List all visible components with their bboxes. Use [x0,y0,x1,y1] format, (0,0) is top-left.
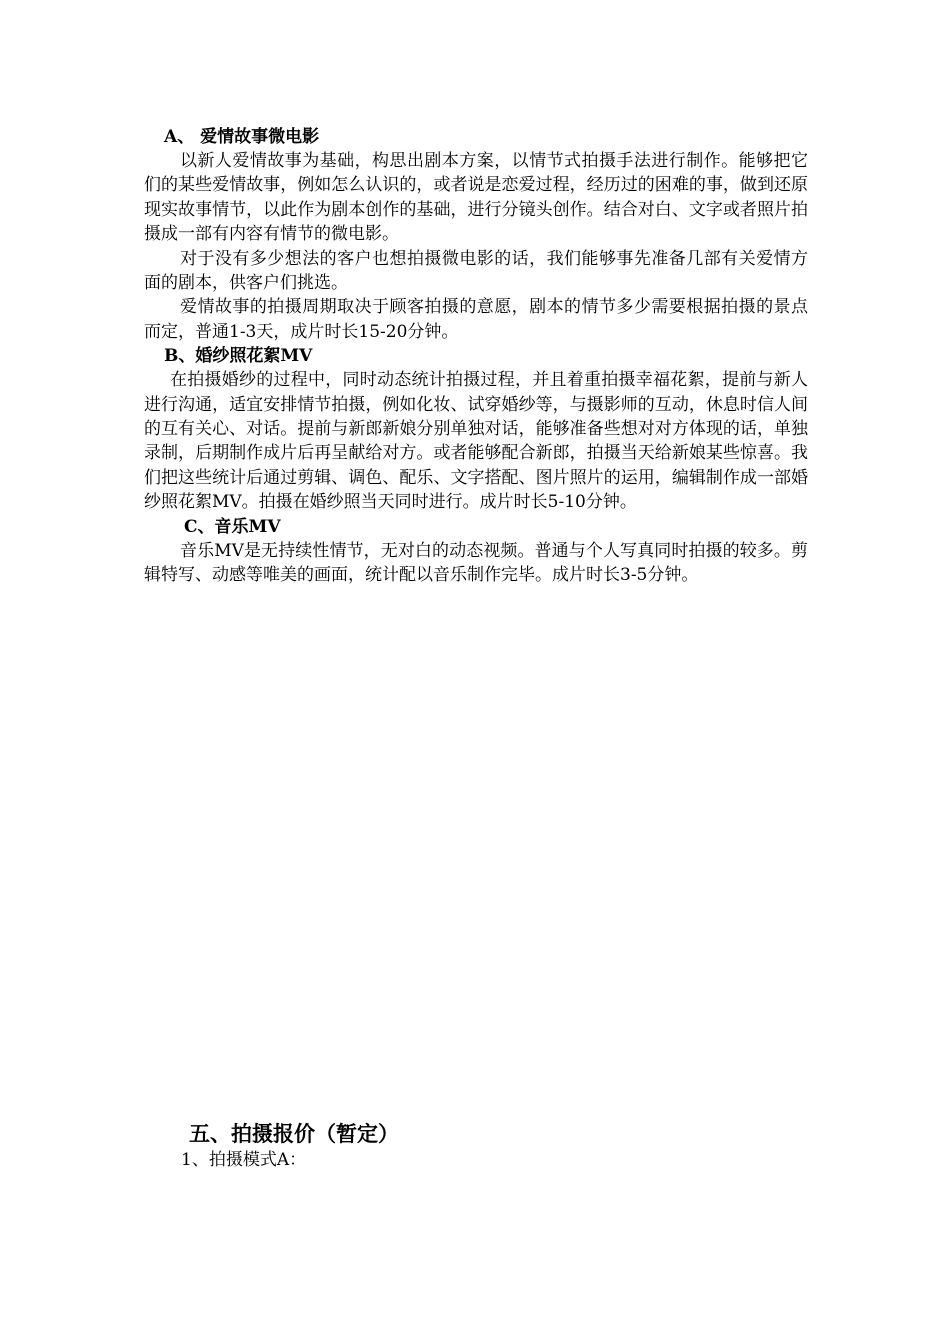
section-c-heading: C、音乐MV [184,516,281,537]
section-5-item-1: 1、拍摄模式A： [181,1150,307,1170]
section-a-paragraph-2: 对于没有多少想法的客户也想拍摄微电影的话，我们能够事先准备几部有关爱情方面的剧本，供客户们挑选。 [144,248,808,294]
section-c-paragraph-1: 音乐MV是无持续性情节，无对白的动态视频。普通与个人写真同时拍摄的较多。剪辑特写、动感等唯美的画面，统计配以音乐制作完毕。成片时长3-5分钟。 [144,540,808,586]
section-a-paragraph-3: 爱情故事的拍摄周期取决于顾客拍摄的意愿，剧本的情节多少需要根据拍摄的景点而定，普通1-3天，成片时长15-20分钟。 [144,297,808,342]
section-b-heading: B、婚纱照花絮MV [164,346,313,367]
section-5-title: 五、拍摄报价（暂定） [189,1121,399,1146]
section-a-heading: A、 爱情故事微电影 [164,127,320,147]
section-a-paragraph-1: 以新人爱情故事为基础，构思出剧本方案，以情节式拍摄手法进行制作。能够把它们的某些爱情故事，例如怎么认识的，或者说是恋爱过程，经历过的困难的事，做到还原现实故事情节，以此作为剧本创作的基础，进行分镜头创作。结合对白、文字或者照片拍摄成一部有内容有情节的微电影。 [144,151,808,245]
content-block [144,125,808,588]
section-b-paragraph-1: 在拍摄婚纱的过程中，同时动态统计拍摄过程，并且着重拍摄幸福花絮，提前与新人进行沟通，适宜安排情节拍摄，例如化妆、试穿婚纱等，与摄影师的互动，休息时信人间的互有关心、对话。提前与新郎新娘分别单独对话，能够准备些想对对方体现的话，单独录制，后期制作成片后再呈献给对方。或者能够配合新郎，拍摄当天给新娘某些惊喜。我们把这些统计后通过剪辑、调色、配乐、文字搭配、图片照片的运用，编辑制作成一部婚纱照花絮MV。拍摄在婚纱照当天同时进行。成片时长5-10分钟。 [144,370,808,513]
